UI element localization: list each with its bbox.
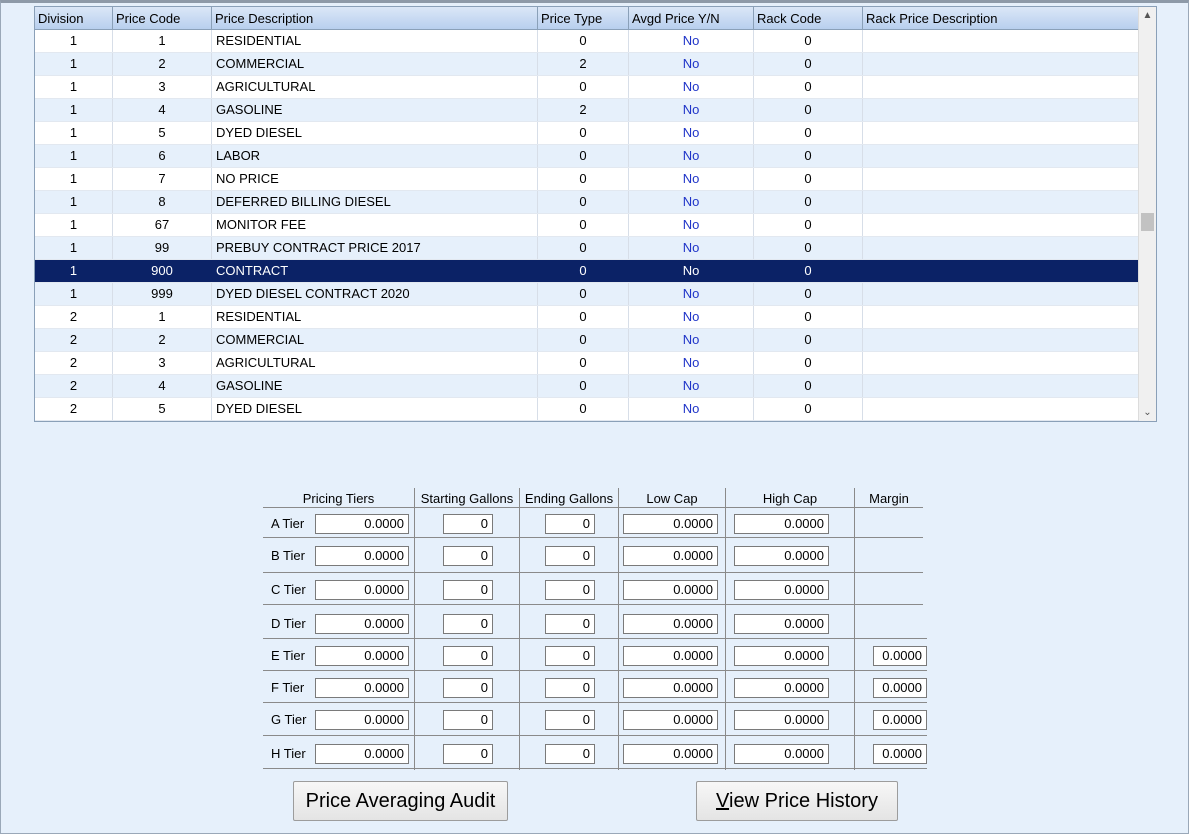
- cell-avgd-price: No: [629, 214, 754, 236]
- table-row[interactable]: [35, 99, 1139, 122]
- low-cap-field[interactable]: 0.0000: [623, 614, 718, 634]
- cell-division: 2: [35, 398, 113, 420]
- vertical-scrollbar[interactable]: [1138, 7, 1156, 421]
- cell-price-code: 5: [113, 398, 212, 420]
- cell-rack-price-description: [863, 306, 1139, 328]
- tier-label: A Tier: [271, 516, 305, 531]
- cell-rack-price-description: [863, 375, 1139, 397]
- margin-field[interactable]: 0.0000: [873, 678, 927, 698]
- cell-rack-price-description: [863, 30, 1139, 52]
- tier-price-field[interactable]: 0.0000: [315, 710, 409, 730]
- low-cap-field[interactable]: 0.0000: [623, 646, 718, 666]
- cell-rack-code: 0: [754, 306, 863, 328]
- cell-rack-price-description: [863, 145, 1139, 167]
- price-averaging-audit-button[interactable]: Price Averaging Audit: [293, 781, 508, 821]
- table-row[interactable]: [35, 76, 1139, 99]
- ending-gallons-field[interactable]: 0: [545, 614, 595, 634]
- table-row[interactable]: [35, 53, 1139, 76]
- cell-price-type: 0: [538, 191, 629, 213]
- cell-division: 1: [35, 30, 113, 52]
- chevron-up-icon[interactable]: ▲: [1142, 10, 1153, 21]
- table-row[interactable]: [35, 375, 1139, 398]
- column-header-avgd-price[interactable]: Avgd Price Y/N: [629, 7, 754, 30]
- cell-price-code: 2: [113, 53, 212, 75]
- cell-price-code: 3: [113, 76, 212, 98]
- tier-label: C Tier: [271, 582, 306, 597]
- row-divider: [263, 604, 923, 605]
- cell-price-description: CONTRACT: [212, 260, 538, 282]
- table-row[interactable]: [35, 122, 1139, 145]
- tier-price-field[interactable]: 0.0000: [315, 744, 409, 764]
- low-cap-field[interactable]: 0.0000: [623, 678, 718, 698]
- ending-gallons-field[interactable]: 0: [545, 580, 595, 600]
- table-row[interactable]: [35, 214, 1139, 237]
- cell-rack-price-description: [863, 352, 1139, 374]
- ending-gallons-field[interactable]: 0: [545, 646, 595, 666]
- cell-price-code: 3: [113, 352, 212, 374]
- low-cap-field[interactable]: 0.0000: [623, 546, 718, 566]
- cell-division: 1: [35, 99, 113, 121]
- cell-avgd-price: No: [629, 329, 754, 351]
- ending-gallons-field[interactable]: 0: [545, 514, 595, 534]
- cell-price-code: 4: [113, 99, 212, 121]
- header-pricing-tiers: Pricing Tiers: [263, 488, 414, 508]
- tier-price-field[interactable]: 0.0000: [315, 546, 409, 566]
- table-row[interactable]: [35, 168, 1139, 191]
- cell-price-code: 900: [113, 260, 212, 282]
- low-cap-field[interactable]: 0.0000: [623, 744, 718, 764]
- header-starting-gallons: Starting Gallons: [415, 488, 519, 508]
- cell-avgd-price: No: [629, 99, 754, 121]
- tier-label: F Tier: [271, 680, 305, 695]
- cell-division: 1: [35, 145, 113, 167]
- cell-price-type: 0: [538, 329, 629, 351]
- view-price-history-button[interactable]: [696, 781, 898, 821]
- cell-rack-code: 0: [754, 168, 863, 190]
- cell-avgd-price: No: [629, 375, 754, 397]
- cell-price-type: 0: [538, 306, 629, 328]
- column-header-price-code[interactable]: Price Code: [113, 7, 212, 30]
- cell-rack-code: 0: [754, 122, 863, 144]
- tier-label: D Tier: [271, 616, 306, 631]
- tier-price-field[interactable]: 0.0000: [315, 646, 409, 666]
- cell-division: 2: [35, 306, 113, 328]
- low-cap-field[interactable]: 0.0000: [623, 580, 718, 600]
- high-cap-field[interactable]: 0.0000: [734, 580, 829, 600]
- tier-label: B Tier: [271, 548, 305, 563]
- cell-price-description: RESIDENTIAL: [212, 306, 538, 328]
- cell-division: 1: [35, 168, 113, 190]
- ending-gallons-field[interactable]: 0: [545, 710, 595, 730]
- cell-division: 2: [35, 375, 113, 397]
- cell-rack-code: 0: [754, 145, 863, 167]
- header-margin: Margin: [855, 488, 923, 508]
- cell-price-description: GASOLINE: [212, 375, 538, 397]
- cell-division: 1: [35, 214, 113, 236]
- cell-avgd-price: No: [629, 191, 754, 213]
- cell-price-code: 67: [113, 214, 212, 236]
- table-row[interactable]: [35, 352, 1139, 375]
- cell-price-description: DYED DIESEL: [212, 122, 538, 144]
- cell-price-type: 0: [538, 375, 629, 397]
- cell-avgd-price: No: [629, 122, 754, 144]
- low-cap-field[interactable]: 0.0000: [623, 514, 718, 534]
- cell-price-code: 999: [113, 283, 212, 305]
- high-cap-field[interactable]: 0.0000: [734, 546, 829, 566]
- table-row[interactable]: [35, 283, 1139, 306]
- cell-rack-code: 0: [754, 214, 863, 236]
- cell-rack-price-description: [863, 99, 1139, 121]
- cell-price-code: 1: [113, 30, 212, 52]
- starting-gallons-field[interactable]: 0: [443, 744, 493, 764]
- low-cap-field[interactable]: 0.0000: [623, 710, 718, 730]
- high-cap-field[interactable]: 0.0000: [734, 514, 829, 534]
- tiers-header: [263, 488, 923, 508]
- cell-rack-price-description: [863, 283, 1139, 305]
- row-divider: [263, 537, 923, 538]
- cell-rack-price-description: [863, 191, 1139, 213]
- cell-avgd-price: No: [629, 145, 754, 167]
- table-row[interactable]: [35, 30, 1139, 53]
- cell-price-type: 0: [538, 122, 629, 144]
- header-high-cap: High Cap: [726, 488, 854, 508]
- cell-rack-code: 0: [754, 260, 863, 282]
- cell-price-type: 0: [538, 398, 629, 420]
- cell-price-description: GASOLINE: [212, 99, 538, 121]
- header-ending-gallons: Ending Gallons: [520, 488, 618, 508]
- cell-rack-price-description: [863, 53, 1139, 75]
- header-low-cap: Low Cap: [619, 488, 725, 508]
- high-cap-field[interactable]: 0.0000: [734, 678, 829, 698]
- tier-price-field[interactable]: 0.0000: [315, 614, 409, 634]
- cell-rack-price-description: [863, 168, 1139, 190]
- grid-header: [35, 7, 1139, 30]
- cell-price-description: LABOR: [212, 145, 538, 167]
- table-row[interactable]: [35, 329, 1139, 352]
- starting-gallons-field[interactable]: 0: [443, 546, 493, 566]
- cell-avgd-price: No: [629, 283, 754, 305]
- cell-price-description: DEFERRED BILLING DIESEL: [212, 191, 538, 213]
- column-divider: [414, 488, 415, 770]
- cell-division: 1: [35, 53, 113, 75]
- high-cap-field[interactable]: 0.0000: [734, 646, 829, 666]
- table-row[interactable]: [35, 237, 1139, 260]
- cell-price-code: 6: [113, 145, 212, 167]
- cell-price-description: AGRICULTURAL: [212, 76, 538, 98]
- cell-division: 1: [35, 191, 113, 213]
- cell-division: 1: [35, 237, 113, 259]
- ending-gallons-field[interactable]: 0: [545, 546, 595, 566]
- cell-rack-code: 0: [754, 329, 863, 351]
- table-row[interactable]: [35, 191, 1139, 214]
- column-header-rack-code[interactable]: Rack Code: [754, 7, 863, 30]
- cell-price-type: 0: [538, 145, 629, 167]
- cell-division: 2: [35, 329, 113, 351]
- cell-price-code: 5: [113, 122, 212, 144]
- cell-avgd-price: No: [629, 260, 754, 282]
- cell-avgd-price: No: [629, 306, 754, 328]
- table-row[interactable]: [35, 306, 1139, 329]
- cell-price-description: DYED DIESEL: [212, 398, 538, 420]
- column-divider: [618, 488, 619, 770]
- cell-price-type: 0: [538, 76, 629, 98]
- row-divider: [263, 768, 927, 769]
- scrollbar-thumb[interactable]: [1141, 213, 1154, 231]
- starting-gallons-field[interactable]: 0: [443, 710, 493, 730]
- cell-rack-code: 0: [754, 191, 863, 213]
- column-header-division[interactable]: Division: [35, 7, 113, 30]
- cell-avgd-price: No: [629, 352, 754, 374]
- column-header-price-description[interactable]: Price Description: [212, 7, 538, 30]
- ending-gallons-field[interactable]: 0: [545, 744, 595, 764]
- mnemonic-v: V: [716, 790, 730, 812]
- cell-rack-code: 0: [754, 53, 863, 75]
- cell-rack-code: 0: [754, 99, 863, 121]
- column-header-rack-price-description[interactable]: Rack Price Description: [863, 7, 1139, 30]
- tier-label: E Tier: [271, 648, 305, 663]
- cell-rack-code: 0: [754, 398, 863, 420]
- cell-rack-code: 0: [754, 352, 863, 374]
- row-divider: [263, 735, 927, 736]
- cell-avgd-price: No: [629, 53, 754, 75]
- high-cap-field[interactable]: 0.0000: [734, 614, 829, 634]
- cell-price-description: PREBUY CONTRACT PRICE 2017: [212, 237, 538, 259]
- cell-avgd-price: No: [629, 398, 754, 420]
- cell-price-type: 2: [538, 53, 629, 75]
- starting-gallons-field[interactable]: 0: [443, 514, 493, 534]
- high-cap-field[interactable]: 0.0000: [734, 744, 829, 764]
- row-divider: [263, 572, 923, 573]
- cell-rack-price-description: [863, 329, 1139, 351]
- cell-rack-code: 0: [754, 283, 863, 305]
- cell-price-code: 7: [113, 168, 212, 190]
- cell-price-description: RESIDENTIAL: [212, 30, 538, 52]
- table-row[interactable]: [35, 145, 1139, 168]
- cell-price-type: 0: [538, 168, 629, 190]
- cell-division: 2: [35, 352, 113, 374]
- cell-price-code: 99: [113, 237, 212, 259]
- price-code-grid[interactable]: [34, 6, 1157, 422]
- row-divider: [263, 670, 927, 671]
- cell-price-type: 0: [538, 214, 629, 236]
- starting-gallons-field[interactable]: 0: [443, 646, 493, 666]
- tier-price-field[interactable]: 0.0000: [315, 580, 409, 600]
- cell-price-description: AGRICULTURAL: [212, 352, 538, 374]
- cell-price-code: 8: [113, 191, 212, 213]
- view-price-history-label: iew Price History: [729, 790, 878, 812]
- table-row[interactable]: [35, 260, 1139, 283]
- cell-price-type: 0: [538, 260, 629, 282]
- column-header-price-type[interactable]: Price Type: [538, 7, 629, 30]
- cell-price-description: COMMERCIAL: [212, 329, 538, 351]
- column-divider: [519, 488, 520, 770]
- grid-body: [35, 30, 1139, 421]
- cell-division: 1: [35, 76, 113, 98]
- cell-rack-code: 0: [754, 375, 863, 397]
- cell-price-code: 1: [113, 306, 212, 328]
- tier-price-field[interactable]: 0.0000: [315, 514, 409, 534]
- cell-avgd-price: No: [629, 30, 754, 52]
- row-divider: [263, 702, 927, 703]
- cell-price-type: 0: [538, 283, 629, 305]
- cell-rack-code: 0: [754, 237, 863, 259]
- cell-price-type: 0: [538, 237, 629, 259]
- margin-field[interactable]: 0.0000: [873, 744, 927, 764]
- cell-rack-price-description: [863, 237, 1139, 259]
- cell-rack-price-description: [863, 398, 1139, 420]
- starting-gallons-field[interactable]: 0: [443, 580, 493, 600]
- cell-rack-price-description: [863, 214, 1139, 236]
- table-row[interactable]: [35, 398, 1139, 421]
- cell-rack-price-description: [863, 260, 1139, 282]
- column-divider: [725, 488, 726, 770]
- cell-rack-price-description: [863, 122, 1139, 144]
- ending-gallons-field[interactable]: 0: [545, 678, 595, 698]
- cell-rack-code: 0: [754, 30, 863, 52]
- cell-price-type: 0: [538, 30, 629, 52]
- cell-price-type: 2: [538, 99, 629, 121]
- tier-label: H Tier: [271, 746, 306, 761]
- cell-rack-code: 0: [754, 76, 863, 98]
- cell-price-code: 2: [113, 329, 212, 351]
- cell-avgd-price: No: [629, 237, 754, 259]
- cell-division: 1: [35, 260, 113, 282]
- cell-avgd-price: No: [629, 76, 754, 98]
- cell-division: 1: [35, 283, 113, 305]
- cell-division: 1: [35, 122, 113, 144]
- column-divider: [854, 488, 855, 770]
- tier-price-field[interactable]: 0.0000: [315, 678, 409, 698]
- cell-price-description: DYED DIESEL CONTRACT 2020: [212, 283, 538, 305]
- row-divider: [263, 638, 927, 639]
- starting-gallons-field[interactable]: 0: [443, 614, 493, 634]
- margin-field[interactable]: 0.0000: [873, 646, 927, 666]
- tier-label: G Tier: [271, 712, 307, 727]
- cell-rack-price-description: [863, 76, 1139, 98]
- margin-field[interactable]: 0.0000: [873, 710, 927, 730]
- starting-gallons-field[interactable]: 0: [443, 678, 493, 698]
- cell-avgd-price: No: [629, 168, 754, 190]
- high-cap-field[interactable]: 0.0000: [734, 710, 829, 730]
- cell-price-description: NO PRICE: [212, 168, 538, 190]
- cell-price-description: MONITOR FEE: [212, 214, 538, 236]
- cell-price-code: 4: [113, 375, 212, 397]
- cell-price-description: COMMERCIAL: [212, 53, 538, 75]
- chevron-down-icon[interactable]: ⌄: [1143, 407, 1152, 418]
- cell-price-type: 0: [538, 352, 629, 374]
